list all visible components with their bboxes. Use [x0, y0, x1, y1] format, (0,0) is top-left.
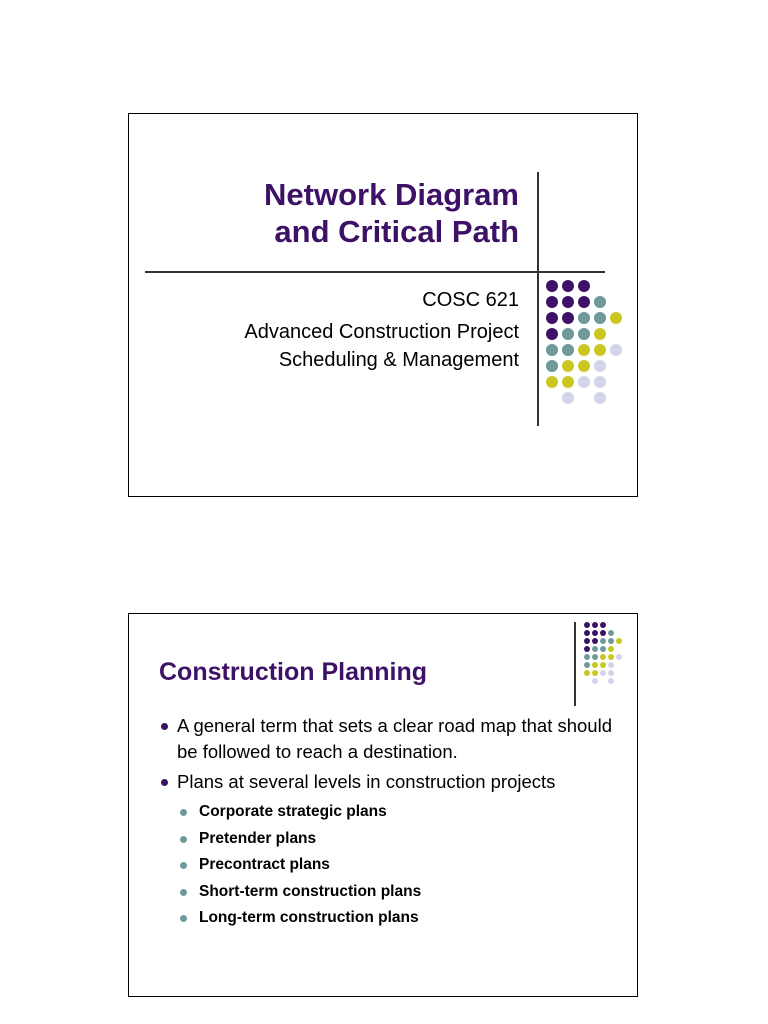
- decorative-dot: [562, 328, 574, 340]
- title-line-2: and Critical Path: [274, 214, 519, 249]
- decorative-dot: [594, 312, 606, 324]
- decorative-dot: [562, 344, 574, 356]
- decorative-dot: [578, 296, 590, 308]
- decorative-dot: [546, 280, 558, 292]
- decorative-dot: [594, 344, 606, 356]
- decorative-dot: [592, 662, 598, 668]
- bullet-list: [159, 713, 619, 932]
- decorative-dot: [584, 630, 590, 636]
- slide-title: Construction Planning: [159, 658, 428, 686]
- decorative-dot: [600, 662, 606, 668]
- decorative-dot: [546, 360, 558, 372]
- decorative-dot: [608, 670, 614, 676]
- decorative-dot: [578, 312, 590, 324]
- decorative-dot: [546, 344, 558, 356]
- decorative-dot: [562, 312, 574, 324]
- decorative-dot: [600, 654, 606, 660]
- decorative-dot: [578, 376, 590, 388]
- decorative-dot: [584, 622, 590, 628]
- title-slide: [128, 113, 638, 497]
- decorative-dot: [592, 670, 598, 676]
- sub-bullet-list: [159, 799, 619, 932]
- decorative-dot: [592, 646, 598, 652]
- decorative-dot: [600, 646, 606, 652]
- decorative-dot: [562, 360, 574, 372]
- sub-bullet-item: Pretender plans: [159, 826, 619, 853]
- decorative-dot: [546, 312, 558, 324]
- decorative-dot: [578, 328, 590, 340]
- decorative-dot: [610, 344, 622, 356]
- decorative-dot: [592, 630, 598, 636]
- sub-bullet-item: Precontract plans: [159, 852, 619, 879]
- decorative-dot: [592, 638, 598, 644]
- decorative-dot: [578, 360, 590, 372]
- decorative-dot: [594, 360, 606, 372]
- decorative-dot: [584, 646, 590, 652]
- decorative-dot: [608, 662, 614, 668]
- decorative-dot: [610, 312, 622, 324]
- decorative-dot: [546, 328, 558, 340]
- decorative-dot: [594, 296, 606, 308]
- slide-title: [264, 176, 519, 250]
- vertical-divider: [537, 172, 539, 426]
- course-code: COSC 621: [422, 289, 519, 311]
- decorative-dot: [592, 622, 598, 628]
- title-line-1: Network Diagram: [264, 177, 519, 212]
- decorative-dot: [584, 638, 590, 644]
- decorative-dot: [616, 654, 622, 660]
- decorative-dot: [562, 280, 574, 292]
- sub-bullet-item: Corporate strategic plans: [159, 799, 619, 826]
- decorative-dot: [584, 662, 590, 668]
- decorative-dot: [608, 654, 614, 660]
- decorative-dot: [600, 630, 606, 636]
- decorative-dot: [584, 654, 590, 660]
- decorative-dot: [592, 678, 598, 684]
- sub-bullet-item: Short-term construction plans: [159, 879, 619, 906]
- vertical-divider: [574, 622, 576, 706]
- decorative-dot: [562, 392, 574, 404]
- decorative-dot: [608, 630, 614, 636]
- decorative-dot: [600, 670, 606, 676]
- decorative-dot: [616, 638, 622, 644]
- course-info: [244, 286, 519, 374]
- decorative-dot: [594, 376, 606, 388]
- decorative-dot: [600, 638, 606, 644]
- horizontal-divider: [145, 271, 605, 273]
- course-name-line-2: Scheduling & Management: [278, 349, 519, 371]
- decorative-dot: [578, 344, 590, 356]
- decorative-dot: [608, 678, 614, 684]
- decorative-dot: [594, 328, 606, 340]
- decorative-dot: [592, 654, 598, 660]
- decorative-dot: [584, 670, 590, 676]
- decorative-dot: [562, 296, 574, 308]
- decorative-dot: [608, 646, 614, 652]
- sub-bullet-item: Long-term construction plans: [159, 905, 619, 932]
- decorative-dot: [600, 622, 606, 628]
- decorative-dot: [562, 376, 574, 388]
- decorative-dot: [546, 376, 558, 388]
- bullet-item: Plans at several levels in construction projects: [159, 769, 619, 795]
- bullet-item: A general term that sets a clear road map that should be followed to reach a destination.: [159, 713, 619, 765]
- decorative-dot: [594, 392, 606, 404]
- course-name-line-1: Advanced Construction Project: [244, 321, 519, 343]
- decorative-dot: [546, 296, 558, 308]
- decorative-dot: [578, 280, 590, 292]
- decorative-dot: [608, 638, 614, 644]
- content-slide: [128, 613, 638, 997]
